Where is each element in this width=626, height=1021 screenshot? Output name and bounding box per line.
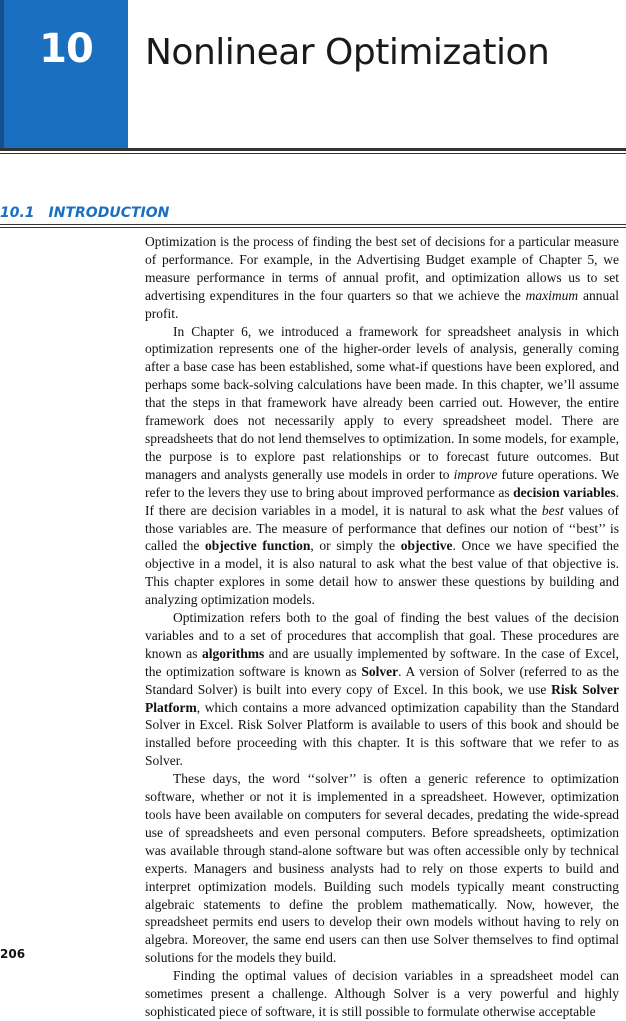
body-text bbox=[145, 233, 619, 1021]
section-rule-bottom bbox=[0, 227, 626, 228]
chapter-number-box bbox=[0, 0, 128, 148]
section-heading bbox=[0, 205, 169, 221]
page-number: 206 bbox=[0, 947, 26, 961]
header-rule-thick bbox=[0, 148, 626, 151]
section-title: INTRODUCTION bbox=[48, 205, 170, 221]
paragraph: Optimization is the process of finding the best set of decisions for a particular measure of performance. For example, in the Advertising Budget example of Chapter 5, we measure performance in terms of annual profit, and optimization allows us to set advertising expenditures in the four quarters so that we achieve the maximum annual profit. bbox=[145, 234, 619, 321]
chapter-number: 10 bbox=[39, 26, 93, 72]
paragraph: In Chapter 6, we introduced a framework for spreadsheet analysis in which optimization represents one of the higher-order levels of analysis, generally coming after a base case has been established, some what-if questions have been explored, and perhaps some back-solving calculations have been made. In this chapter, we’ll assume that the steps in that framework have already been carried out. However, the entire framework does not necessarily apply to every spreadsheet model. There are spreadsheets that do not lend themselves to optimization. In some models, for example, the purpose is to explore past relationships or to forecast future outcomes. But managers and analysts generally use models in order to improve future operations. We refer to the levers they use to bring about improved performance as decision variables. If there are decision variables in a model, it is natural to ask what the best values of those variables are. The measure of performance that defines our notion of ‘‘best’’ is called the objective function, or simply the objective. Once we have specified the objective in a model, it is also natural to ask what the best value of that objective is. This chapter explores in some detail how to answer these questions by building and analyzing optimization models. bbox=[145, 323, 619, 608]
paragraph: Finding the optimal values of decision variables in a spreadsheet model can sometimes present a challenge. Although Solver is a very powerful and highly sophisticated piece of software, it is still possible to formulate otherwise acceptable bbox=[145, 968, 619, 1019]
paragraph: Optimization refers both to the goal of finding the best values of the decision variables and to a set of procedures that accomplish that goal. These procedures are known as algorithms and are usually implemented by software. In the case of Excel, the optimization software is known as Solver. A version of Solver (referred to as the Standard Solver) is built into every copy of Excel. In this book, we use Risk Solver Platform, which contains a more advanced optimization capability than the Standard Solver in Excel. Risk Solver Platform is available to users of this book and should be installed before proceeding with this chapter. It is this software that we refer to as Solver. bbox=[145, 610, 619, 769]
paragraph: These days, the word ‘‘solver’’ is often a generic reference to optimization software, whether or not it is implemented in a spreadsheet. However, optimization tools have been available on computers for several decades, predating the wide-spread use of spreadsheets and even personal computers. Before spreadsheets, optimization was available through stand-alone software but was often accessible only by technical experts. Managers and business analysts had to rely on those experts to build and interpret optimization models. Building such models typically meant constructing algebraic statements to define the problem mathematically. Now, however, the spreadsheet permits end users to develop their own models without having to rely on algebra. Moreover, the same end users can then use Solver themselves to find optimal solutions for the models they build. bbox=[145, 771, 619, 966]
section-number: 10.1 bbox=[0, 205, 35, 221]
header-rule-thin bbox=[0, 153, 626, 154]
chapter-title: Nonlinear Optimization bbox=[145, 32, 550, 73]
section-rule-top bbox=[0, 224, 626, 225]
